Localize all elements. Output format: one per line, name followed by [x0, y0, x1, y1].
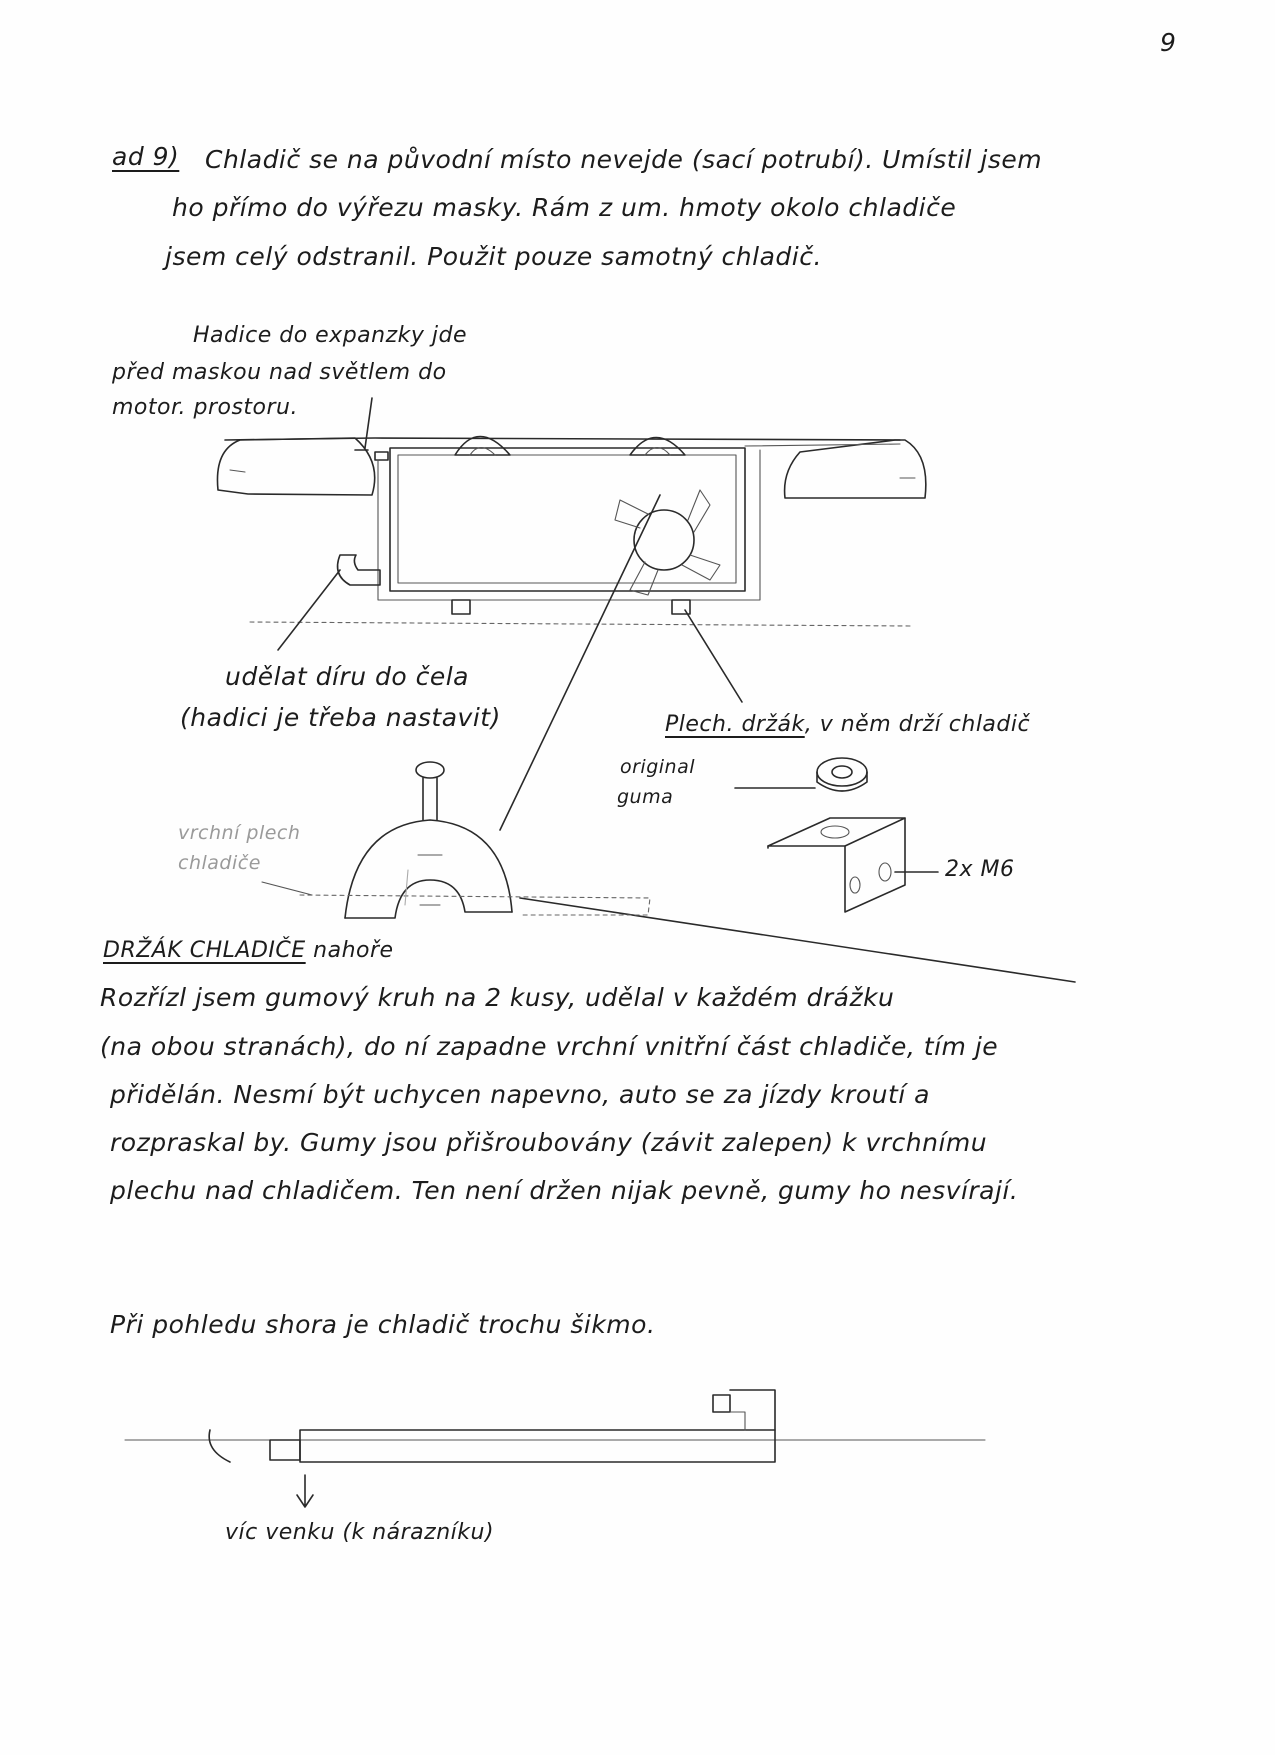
holder-line-5: plechu nad chladičem. Ten není držen nijak pevně, gumy ho nesvírají.: [110, 1176, 1019, 1205]
sheet-label-line-1: vrchní plech: [178, 822, 301, 844]
bracket-detail: [735, 758, 938, 912]
holder-title: DRŽÁK CHLADIČE: [103, 938, 306, 963]
page-number: 9: [1160, 28, 1177, 57]
top-view-caption: Při pohledu shora je chladič trochu šikmo.: [110, 1310, 656, 1339]
intro-line-2: ho přímo do výřezu masky. Rám z um. hmoty okolo chladiče: [172, 193, 957, 222]
screw-label: 2x M6: [945, 857, 1015, 882]
holder-line-4: rozpraskal by. Gumy jsou přišroubovány (závit zalepen) k vrchnímu: [110, 1128, 988, 1157]
holder-line-3: přidělán. Nesmí být uchycen napevno, auto se za jízdy kroutí a: [110, 1080, 930, 1109]
hole-note-line-1: udělat díru do čela: [225, 662, 469, 691]
intro-line-1: Chladič se na původní místo nevejde (sací potrubí). Umístil jsem: [205, 145, 1043, 174]
holder-title-rest: nahoře: [305, 938, 394, 963]
intro-line-3: jsem celý odstranil. Použit pouze samotný chladič.: [165, 242, 822, 271]
hole-note-line-2: (hadici je třeba nastavit): [180, 703, 501, 732]
hose-note-line-2: před maskou nad světlem do: [112, 360, 447, 385]
rubber-label-line-2: guma: [617, 786, 674, 808]
section-label: ad 9): [112, 142, 180, 171]
holder-line-1: Rozřízl jsem gumový kruh na 2 kusy, udělal v každém drážku: [100, 983, 895, 1012]
bracket-title: Plech. držák: [665, 712, 805, 737]
sheet-label-line-2: chladiče: [178, 852, 261, 874]
top-view-arrow-label: víc venku (k nárazníku): [225, 1520, 495, 1545]
rubber-label-line-1: original: [620, 756, 696, 778]
radiator-front-view: [217, 437, 925, 627]
hose-note-line-1: Hadice do expanzky jde: [193, 323, 468, 348]
top-view-drawing: [125, 1390, 985, 1507]
holder-line-2: (na obou stranách), do ní zapadne vrchní vnitřní část chladiče, tím je: [100, 1032, 999, 1061]
hose-note-line-3: motor. prostoru.: [112, 395, 298, 420]
bracket-rest: , v něm drží chladič: [804, 712, 1031, 737]
leader-lines: [262, 398, 1075, 982]
upper-holder-detail: [300, 762, 650, 918]
